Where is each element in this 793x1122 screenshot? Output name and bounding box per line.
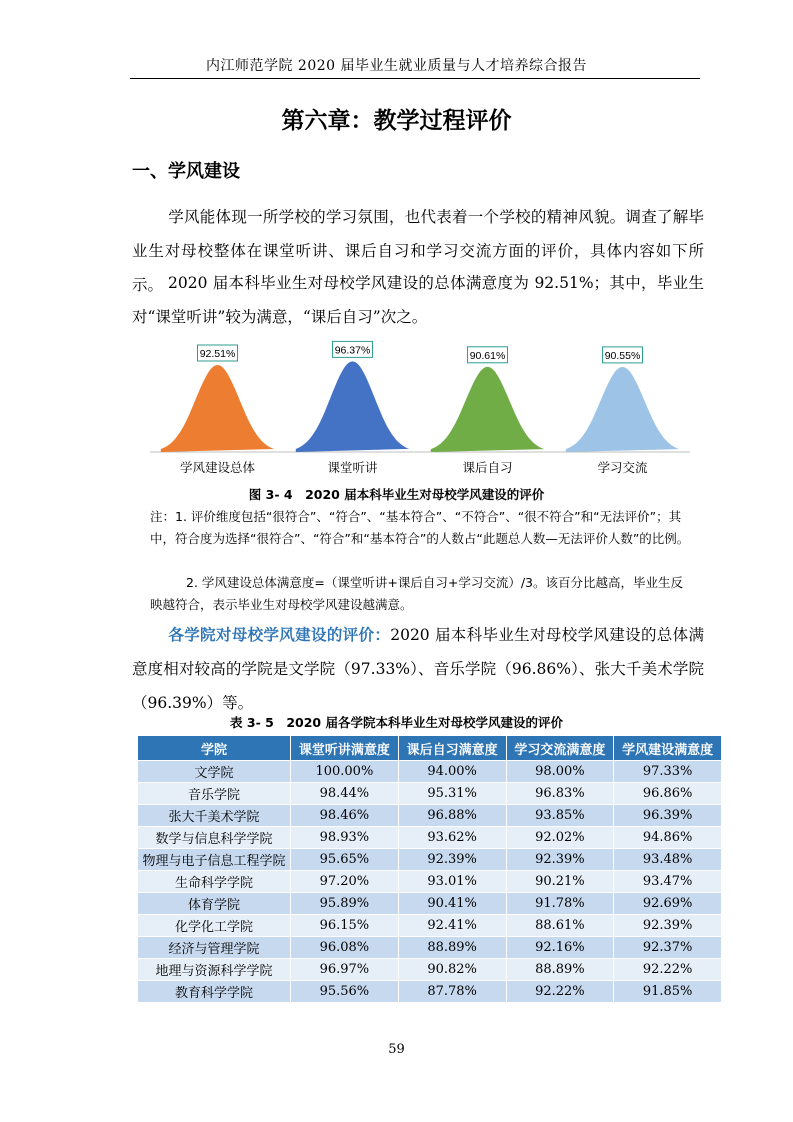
category-label-2: 课堂听讲 xyxy=(327,460,378,475)
table-cell: 音乐学院 xyxy=(138,783,291,805)
note-2 xyxy=(150,572,690,616)
col-header-college: 学院 xyxy=(138,736,291,761)
table-cell: 96.88% xyxy=(398,805,506,827)
table-row xyxy=(138,937,722,959)
table-cell: 92.37% xyxy=(614,937,722,959)
college-eval-paragraph xyxy=(132,618,704,720)
table-cell: 90.21% xyxy=(506,871,614,893)
table-cell: 94.00% xyxy=(398,761,506,783)
data-label-1: 92.51% xyxy=(199,348,236,360)
table-cell: 93.47% xyxy=(614,871,722,893)
figure-caption: 图 3- 4 2020 届本科毕业生对母校学风建设的评价 xyxy=(248,487,545,502)
table-cell: 93.48% xyxy=(614,849,722,871)
table-cell: 88.89% xyxy=(398,937,506,959)
table-cell: 92.41% xyxy=(398,915,506,937)
table-cell: 91.85% xyxy=(614,981,722,1003)
table-cell: 93.85% xyxy=(506,805,614,827)
table-cell: 98.93% xyxy=(291,827,399,849)
table-row xyxy=(138,805,722,827)
section-title: 一、学风建设 xyxy=(132,161,240,182)
data-label-4: 90.55% xyxy=(604,349,641,362)
table-cell: 97.33% xyxy=(614,761,722,783)
table-cell: 95.89% xyxy=(291,893,399,915)
summary-paragraph xyxy=(132,266,704,334)
table-row xyxy=(138,827,722,849)
college-eval-table xyxy=(137,735,722,1003)
table-cell: 文学院 xyxy=(138,761,291,783)
note-1: 注：1. 评价维度包括“很符合”、“符合”、“基本符合”、“不符合”、“很不符合”和“无法评价”；其中，符合度为选择“很符合”、“符合”和“基本符合”的人数占“此题总人数—无法评价人数”的比例。 xyxy=(150,509,690,546)
college-eval-text: 2020 届本科毕业生对母校学风建设的总体满意度相对较高的学院是文学院（97.33%）、音乐学院（96.86%）、张大千美术学院（96.39%）等。 xyxy=(132,626,704,712)
table-row xyxy=(138,893,722,915)
data-label-2: 96.37% xyxy=(334,344,371,357)
chart-area-4 xyxy=(566,367,679,452)
table-row xyxy=(138,783,722,805)
table-cell: 教育科学学院 xyxy=(138,981,291,1003)
table-row xyxy=(138,915,722,937)
category-label-4: 学习交流 xyxy=(597,460,648,475)
table-cell: 97.20% xyxy=(291,871,399,893)
chart-area-2 xyxy=(296,361,409,452)
table-cell: 93.62% xyxy=(398,827,506,849)
table-cell: 化学化工学院 xyxy=(138,915,291,937)
table-header-row xyxy=(138,736,722,761)
table-cell: 95.31% xyxy=(398,783,506,805)
table-cell: 经济与管理学院 xyxy=(138,937,291,959)
table-cell: 96.15% xyxy=(291,915,399,937)
table-cell: 数学与信息科学学院 xyxy=(138,827,291,849)
table-caption: 表 3- 5 2020 届各学院本科毕业生对母校学风建设的评价 xyxy=(230,715,563,730)
table-cell: 93.01% xyxy=(398,871,506,893)
table-cell: 物理与电子信息工程学院 xyxy=(138,849,291,871)
category-label-1: 学风建设总体 xyxy=(179,460,256,475)
table-cell: 92.39% xyxy=(506,849,614,871)
table-cell: 96.83% xyxy=(506,783,614,805)
table-cell: 96.97% xyxy=(291,959,399,981)
table-cell: 92.22% xyxy=(506,981,614,1003)
table-cell: 95.65% xyxy=(291,849,399,871)
col-header-selfstudy: 课后自习满意度 xyxy=(398,736,506,761)
table-cell: 地理与资源科学学院 xyxy=(138,959,291,981)
table-cell: 92.69% xyxy=(614,893,722,915)
table-row xyxy=(138,981,722,1003)
table-cell: 98.44% xyxy=(291,783,399,805)
data-label-3: 90.61% xyxy=(469,349,506,362)
table-cell: 92.02% xyxy=(506,827,614,849)
chart-area-1 xyxy=(161,365,274,452)
intro-text: 学风能体现一所学校的学习氛围，也代表着一个学校的精神风貌。调查了解毕业生对母校整体在课堂听讲、课后自习和学习交流方面的评价，具体内容如下所示。 xyxy=(132,208,704,294)
table-cell: 92.39% xyxy=(614,915,722,937)
page-header: 内江师范学院 2020 届毕业生就业质量与人才培养综合报告 xyxy=(205,58,588,74)
table-cell: 91.78% xyxy=(506,893,614,915)
table-cell: 生命科学学院 xyxy=(138,871,291,893)
table-cell: 90.41% xyxy=(398,893,506,915)
table-cell: 92.39% xyxy=(398,849,506,871)
chapter-title: 第六章：教学过程评价 xyxy=(281,108,512,134)
table-row xyxy=(138,959,722,981)
table-cell: 96.08% xyxy=(291,937,399,959)
college-eval-label: 各学院对母校学风建设的评价： xyxy=(168,626,391,644)
table-cell: 92.22% xyxy=(614,959,722,981)
note-2-text: 2. 学风建设总体满意度=（课堂听讲+课后自习+学习交流）/3。该百分比越高，毕业生反映越符合，表示毕业生对母校学风建设越满意。 xyxy=(150,575,683,612)
table-cell: 94.86% xyxy=(614,827,722,849)
table-body xyxy=(138,761,722,1003)
chart-area-3 xyxy=(431,367,544,452)
style-satisfaction-chart xyxy=(150,330,690,480)
table-cell: 88.89% xyxy=(506,959,614,981)
table-cell: 88.61% xyxy=(506,915,614,937)
table-cell: 92.16% xyxy=(506,937,614,959)
table-cell: 张大千美术学院 xyxy=(138,805,291,827)
table-row xyxy=(138,849,722,871)
table-cell: 体育学院 xyxy=(138,893,291,915)
table-row xyxy=(138,871,722,893)
table-cell: 90.82% xyxy=(398,959,506,981)
table-cell: 87.78% xyxy=(398,981,506,1003)
table-cell: 96.39% xyxy=(614,805,722,827)
header-rule xyxy=(130,78,700,79)
table-cell: 98.46% xyxy=(291,805,399,827)
table-cell: 98.00% xyxy=(506,761,614,783)
category-label-3: 课后自习 xyxy=(462,460,513,475)
page-number: 59 xyxy=(388,1042,405,1057)
col-header-lecture: 课堂听讲满意度 xyxy=(291,736,399,761)
col-header-exchange: 学习交流满意度 xyxy=(506,736,614,761)
col-header-overall: 学风建设满意度 xyxy=(614,736,722,761)
table-cell: 100.00% xyxy=(291,761,399,783)
table-row xyxy=(138,761,722,783)
table-cell: 95.56% xyxy=(291,981,399,1003)
table-cell: 96.86% xyxy=(614,783,722,805)
summary-text: 2020 届本科毕业生对母校学风建设的总体满意度为 92.51%；其中，毕业生对“课堂听讲”较为满意，“课后自习”次之。 xyxy=(132,274,704,326)
